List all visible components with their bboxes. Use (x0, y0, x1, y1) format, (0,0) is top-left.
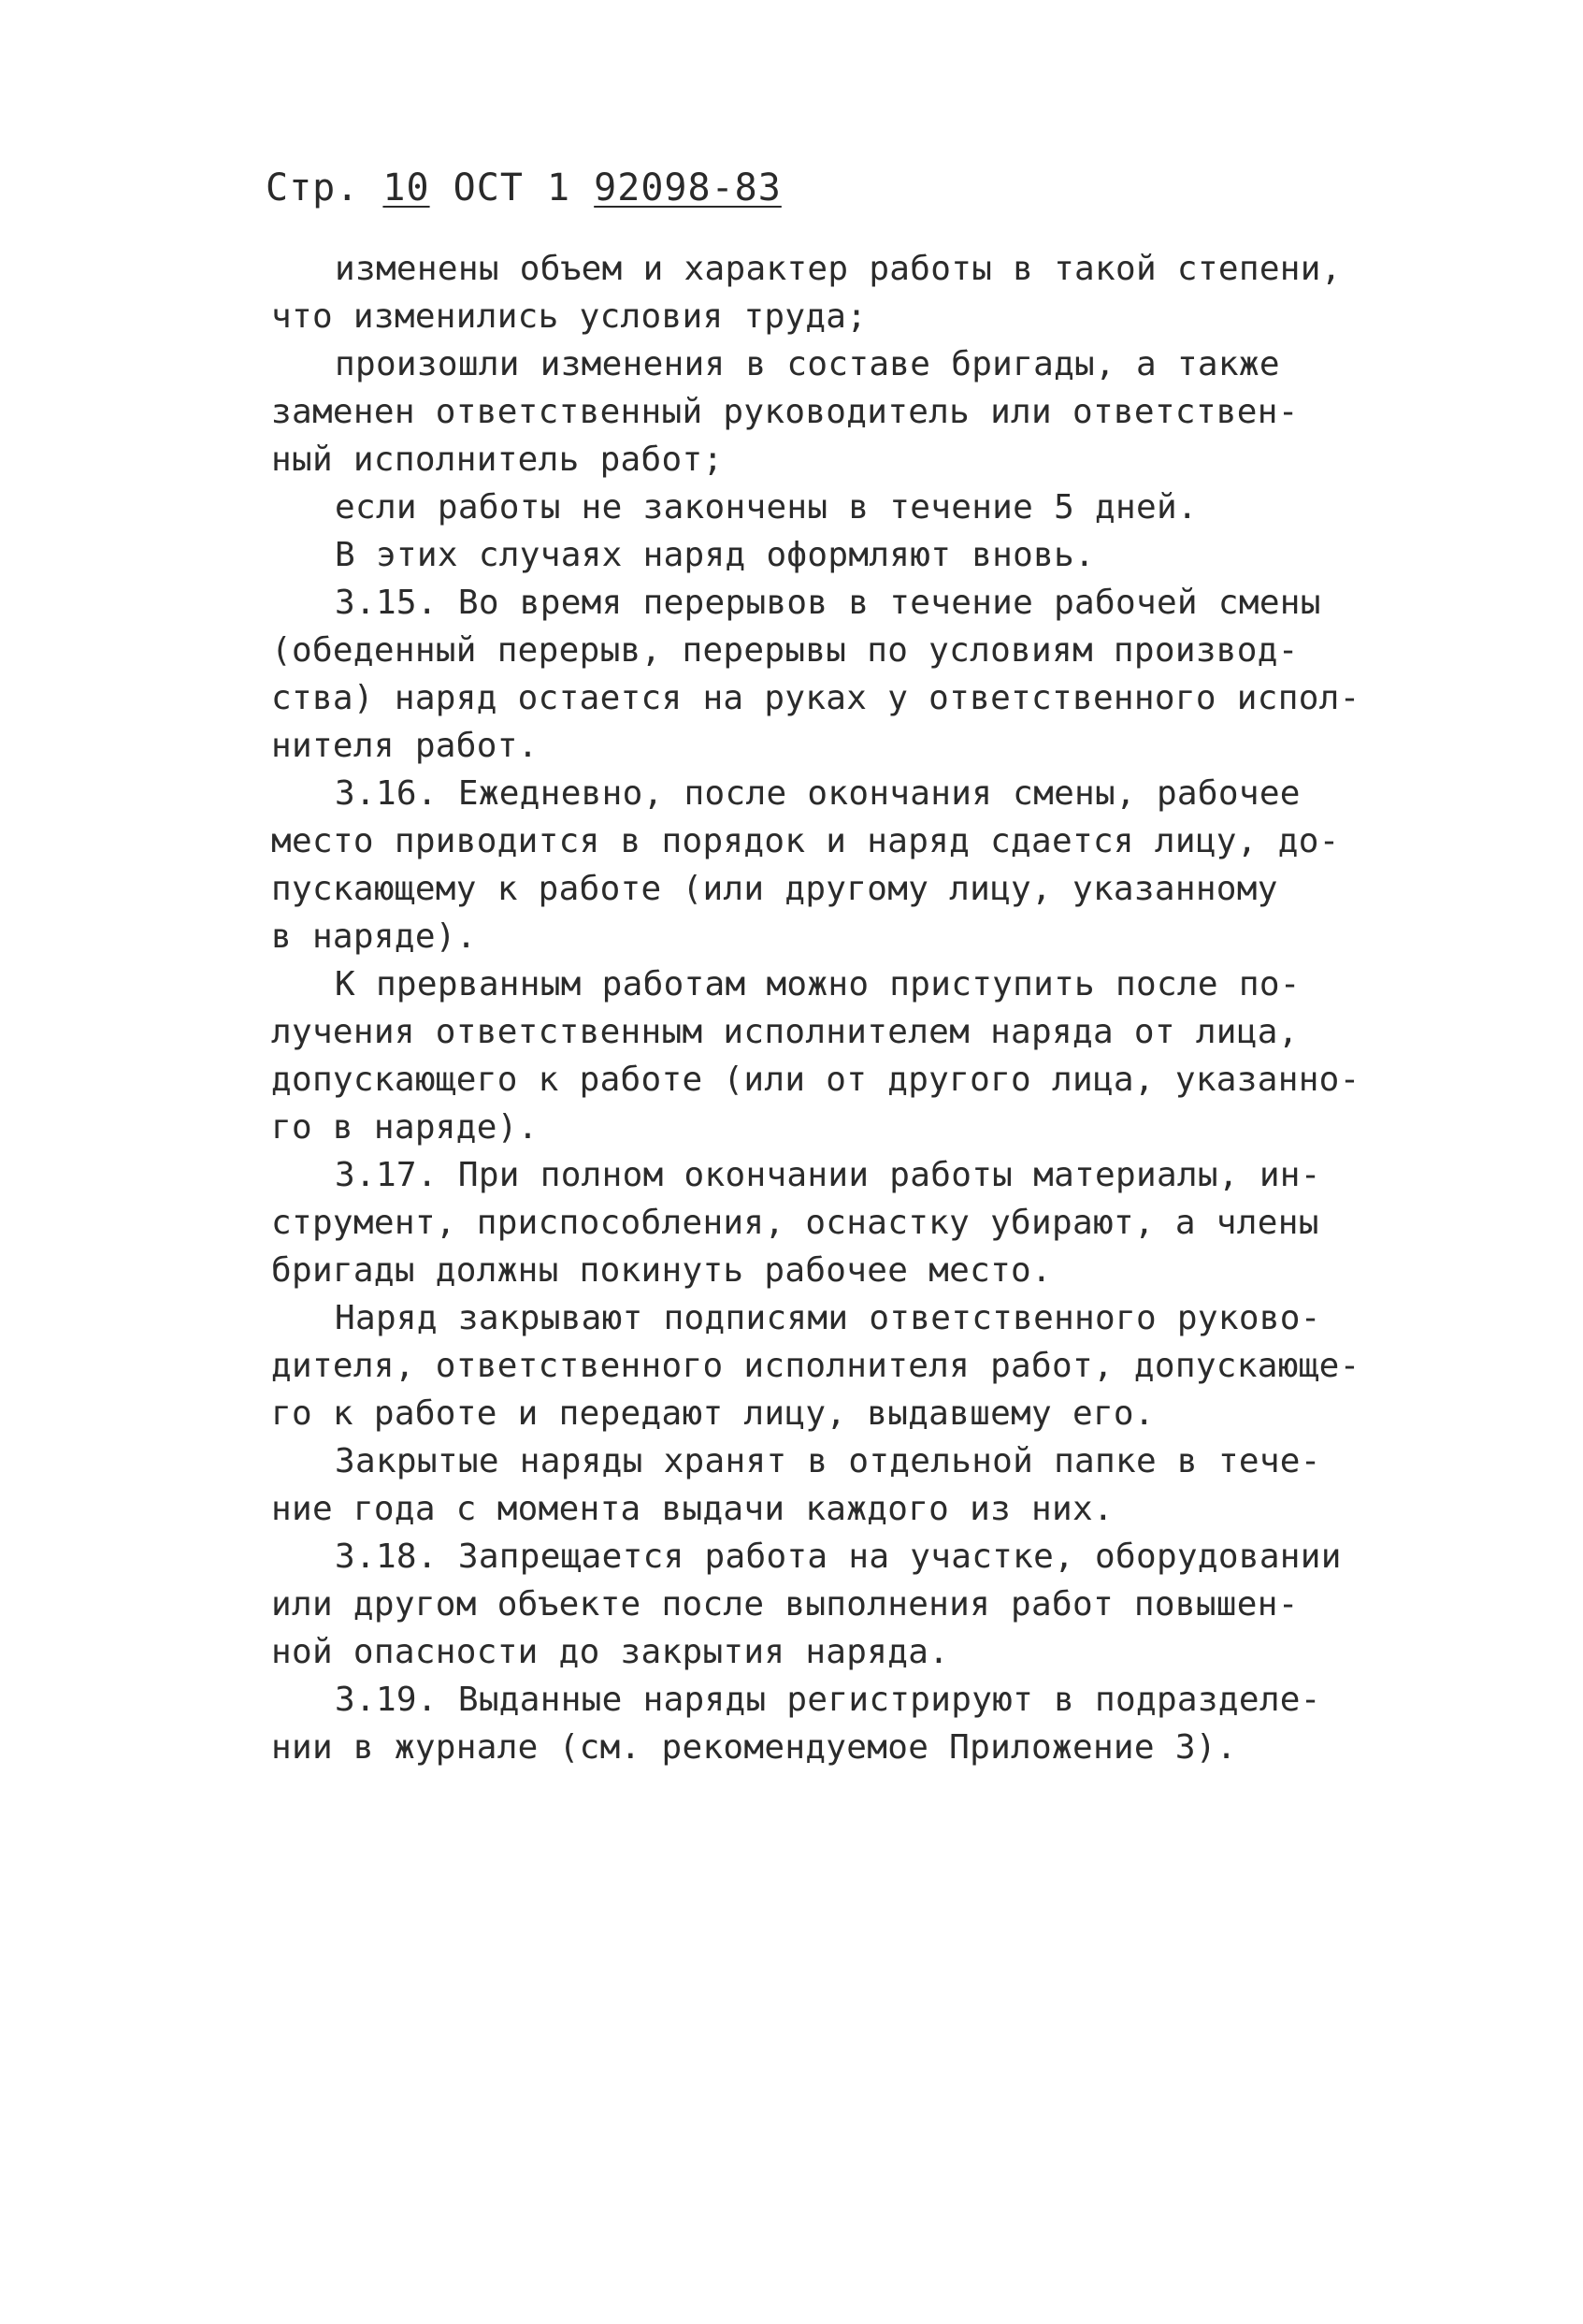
header-designation: ОСТ 1 (429, 166, 595, 209)
text-line: 3.19. Выданные наряды регистрируют в подразделе- (335, 1681, 1321, 1719)
header-prefix: Стр. (266, 166, 383, 209)
header-page-number: 10 (382, 166, 430, 209)
text-line: лучения ответственным исполнителем наряда от лица, (271, 1013, 1299, 1051)
text-line: произошли изменения в составе бригады, а также (335, 345, 1280, 383)
page-header (266, 166, 782, 209)
text-line: в наряде). (271, 917, 477, 956)
text-line: 3.15. Во время перерывов в течение рабочей смены (335, 584, 1321, 622)
text-line: дителя, ответственного исполнителя работ, допускающе- (271, 1347, 1360, 1385)
text-line: допускающего к работе (или от другого лица, указанно- (271, 1061, 1360, 1099)
text-line: струмент, приспособления, оснастку убирают, а члены (271, 1204, 1319, 1242)
text-line: 3.18. Запрещается работа на участке, оборудовании (335, 1537, 1342, 1576)
text-line: ный исполнитель работ; (271, 440, 724, 479)
text-line: если работы не закончены в течение 5 дней. (335, 488, 1198, 527)
header-document-number: 92098-83 (594, 166, 782, 209)
text-line: пускающему к работе (или другому лицу, указанному (271, 870, 1278, 908)
text-line: нителя работ. (271, 727, 539, 765)
text-line: или другом объекте после выполнения работ повышен- (271, 1585, 1299, 1624)
text-line: го в наряде). (271, 1108, 539, 1147)
text-line: ние года с момента выдачи каждого из них. (271, 1490, 1114, 1528)
text-line: 3.16. Ежедневно, после окончания смены, рабочее (335, 774, 1301, 813)
text-line: бригады должны покинуть рабочее место. (271, 1251, 1053, 1290)
text-line: 3.17. При полном окончании работы материалы, ин- (335, 1156, 1321, 1194)
text-line: заменен ответственный руководитель или ответствен- (271, 393, 1299, 431)
document-body (271, 245, 1487, 1771)
text-line: Закрытые наряды хранят в отдельной папке в тече- (335, 1442, 1321, 1480)
text-line: (обеденный перерыв, перерывы по условиям производ- (271, 631, 1299, 670)
text-line: В этих случаях наряд оформляют вновь. (335, 536, 1096, 574)
text-line: ства) наряд остается на руках у ответственного испол- (271, 679, 1360, 717)
text-line: го к работе и передают лицу, выдавшему его. (271, 1394, 1155, 1433)
text-line: нии в журнале (см. рекомендуемое Приложение 3). (271, 1728, 1237, 1767)
text-line: изменены объем и характер работы в такой степени, (335, 250, 1342, 288)
text-line: К прерванным работам можно приступить после по- (335, 965, 1301, 1003)
text-line: ной опасности до закрытия наряда. (271, 1633, 950, 1671)
text-line: Наряд закрывают подписями ответственного руково- (335, 1299, 1321, 1337)
text-line: что изменились условия труда; (271, 297, 868, 336)
text-line: место приводится в порядок и наряд сдается лицу, до- (271, 822, 1340, 860)
